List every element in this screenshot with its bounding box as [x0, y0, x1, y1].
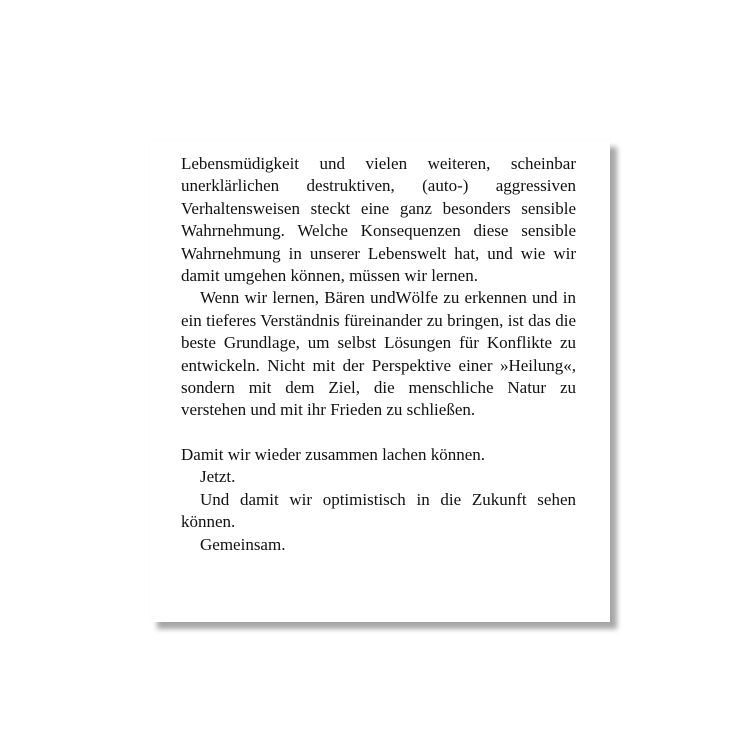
book-page [150, 140, 610, 622]
paragraph-6: Gemeinsam. [200, 534, 286, 554]
paragraph-4: Jetzt. [200, 467, 236, 487]
paragraph-5: Und damit wir optimistisch in die Zukunft sehen können. [181, 489, 576, 532]
page-text [181, 153, 576, 556]
paragraph-1: Lebensmüdigkeit und vielen weiteren, scheinbar unerklärlichen destruktiven, (auto-) aggressiven Verhaltensweisen steckt eine ganz besonders sensible Wahrnehmung. Welche Konsequenzen diese sensible Wahrnehmung in unserer Lebenswelt hat, und wie wir damit umgehen können, müssen wir lernen. [181, 154, 576, 286]
paragraph-3: Damit wir wieder zusammen lachen können. [181, 444, 486, 464]
paragraph-2: Wenn wir lernen, Bären undWölfe zu erkennen und in ein tieferes Verständnis füreinander zu bringen, ist das die beste Grundlage, um selbst Lösungen für Konflikte zu entwickeln. Nicht mit der Perspektive einer »Heilung«, sondern mit dem Ziel, die menschliche Natur zu verstehen und mit ihr Frieden zu schließen. [181, 288, 576, 420]
